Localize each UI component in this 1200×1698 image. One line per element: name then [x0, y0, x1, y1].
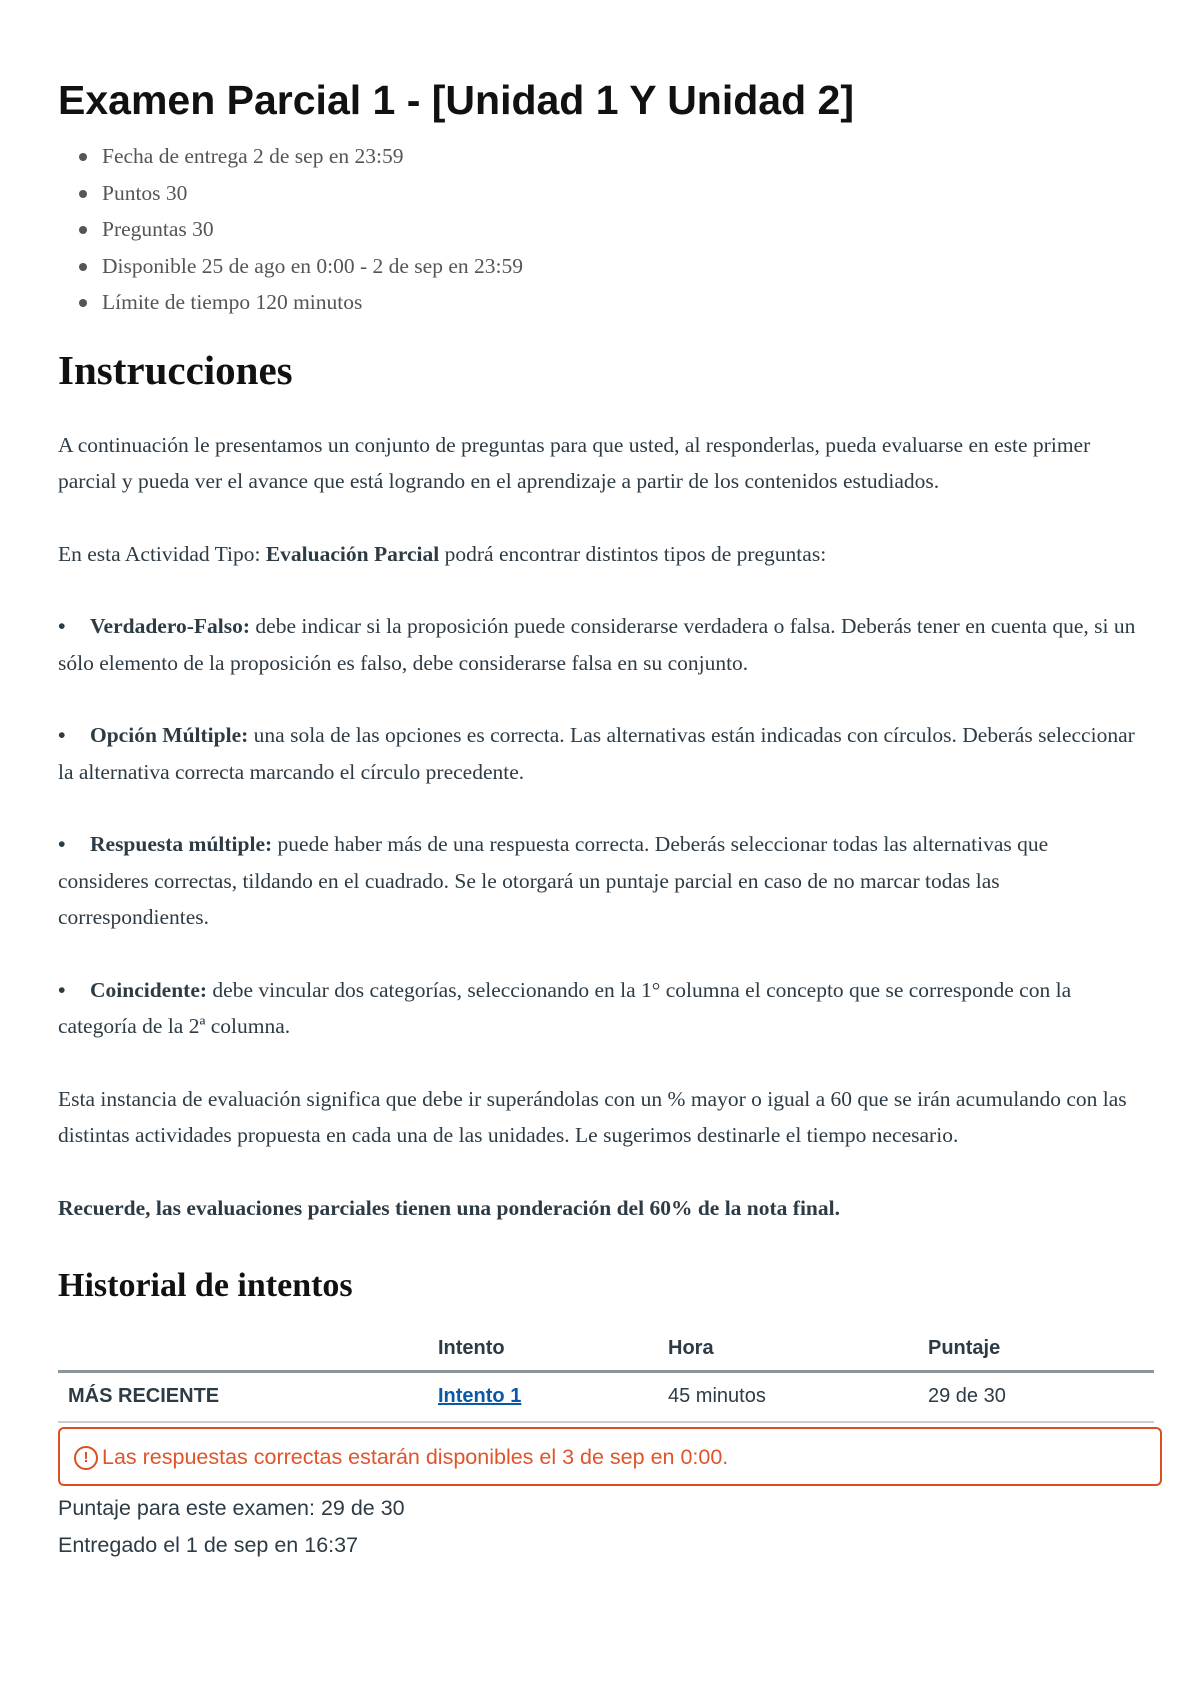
detail-available: [102, 248, 1142, 285]
detail-points: [102, 175, 1142, 212]
question-type-matching: [58, 972, 1142, 1045]
question-type-text: puede haber más de una respuesta correcta. Deberás seleccionar todas las alternativas que consideres correctas, tildando en el cuadrado. Se le otorgará un puntaje parcial en caso de no marcar todas las correspondientes.: [58, 832, 1049, 929]
activity-type: Evaluación Parcial: [265, 541, 440, 566]
question-type-true-false: [58, 608, 1142, 681]
bullet-icon: •: [58, 977, 66, 1002]
column-header-attempt: Intento: [428, 1328, 658, 1372]
exclamation-circle-icon: !: [74, 1446, 98, 1470]
bullet-icon: [79, 299, 87, 307]
question-type-term: Verdadero-Falso:: [90, 614, 251, 638]
detail-text: Puntos 30: [102, 180, 188, 205]
detail-text: Límite de tiempo 120 minutos: [102, 290, 363, 314]
most-recent-label: MÁS RECIENTE: [58, 1372, 428, 1423]
types-suffix: podrá encontrar distintos tipos de preguntas:: [439, 541, 827, 566]
column-header-time: Hora: [658, 1328, 918, 1372]
attempt-history-table: [58, 1328, 1154, 1423]
detail-text: Fecha de entrega 2 de sep en 23:59: [102, 144, 404, 168]
question-type-term: Coincidente:: [90, 977, 208, 1002]
detail-questions: [102, 211, 1142, 248]
time-cell: 45 minutos: [658, 1372, 918, 1423]
evaluation-instance-note: Esta instancia de evaluación significa que debe ir superándolas con un % mayor o igual a 60 que se irán acumulando con las distintas actividades propuesta en cada una de las unidades. Le sugerimos destinarle el tiempo necesario.: [58, 1086, 1127, 1147]
question-types-intro: [58, 536, 1142, 573]
question-type-multiple-choice: [58, 717, 1142, 790]
quiz-score: Puntaje para este examen: 29 de 30: [58, 1496, 405, 1520]
bullet-icon: [79, 226, 87, 234]
correct-answers-alert: [58, 1427, 1162, 1486]
weighting-reminder: Recuerde, las evaluaciones parciales tienen una ponderación del 60% de la nota final.: [58, 1195, 840, 1220]
bullet-icon: [79, 263, 87, 271]
score-cell: 29 de 30: [918, 1372, 1154, 1423]
quiz-details-list: [58, 138, 1142, 321]
attempt-history-heading: Historial de intentos: [58, 1267, 353, 1304]
bullet-icon: •: [58, 614, 66, 638]
detail-time-limit: [102, 284, 1142, 321]
detail-text: Preguntas 30: [102, 217, 214, 241]
detail-text: Disponible 25 de ago en 0:00 - 2 de sep en 23:59: [102, 253, 523, 278]
column-header-score: Puntaje: [918, 1328, 1154, 1372]
question-type-multiple-answer: [58, 826, 1142, 936]
question-type-text: debe vincular dos categorías, seleccionando en la 1° columna el concepto que se corresponde con la categoría de la 2ª columna.: [58, 977, 1072, 1038]
submitted-date: Entregado el 1 de sep en 16:37: [58, 1533, 359, 1557]
table-row: [58, 1372, 1154, 1423]
question-type-term: Opción Múltiple:: [90, 723, 249, 747]
attempt-cell: [428, 1372, 658, 1423]
instructions-intro: A continuación le presentamos un conjunto de preguntas para que usted, al responderlas, pueda evaluarse en este primer parcial y pueda ver el avance que está logrando en el aprendizaje a partir de los contenidos estudiados.: [58, 432, 1091, 493]
page-title: Examen Parcial 1 - [Unidad 1 Y Unidad 2]: [58, 77, 854, 123]
quiz-summary: [58, 1490, 1142, 1564]
detail-due-date: [102, 138, 1142, 175]
instructions-heading: Instrucciones: [58, 346, 293, 393]
alert-text: Las respuestas correctas estarán disponibles el 3 de sep en 0:00.: [102, 1445, 729, 1469]
bullet-icon: •: [58, 723, 66, 747]
attempt-link[interactable]: Intento 1: [438, 1384, 522, 1407]
question-type-text: una sola de las opciones es correcta. Las alternativas están indicadas con círculos. Deberás seleccionar la alternativa correcta marcando el círculo precedente.: [58, 723, 1135, 784]
bullet-icon: [79, 190, 87, 198]
question-type-text: debe indicar si la proposición puede considerarse verdadera o falsa. Deberás tener en cuenta que, si un sólo elemento de la proposición es falso, debe considerarse falsa en su conjunto.: [58, 614, 1136, 675]
table-header-row: [58, 1328, 1154, 1372]
bullet-icon: •: [58, 832, 66, 856]
question-type-term: Respuesta múltiple:: [90, 832, 273, 856]
column-header-label: [58, 1328, 428, 1372]
types-prefix: En esta Actividad Tipo:: [58, 541, 266, 566]
bullet-icon: [79, 153, 87, 161]
